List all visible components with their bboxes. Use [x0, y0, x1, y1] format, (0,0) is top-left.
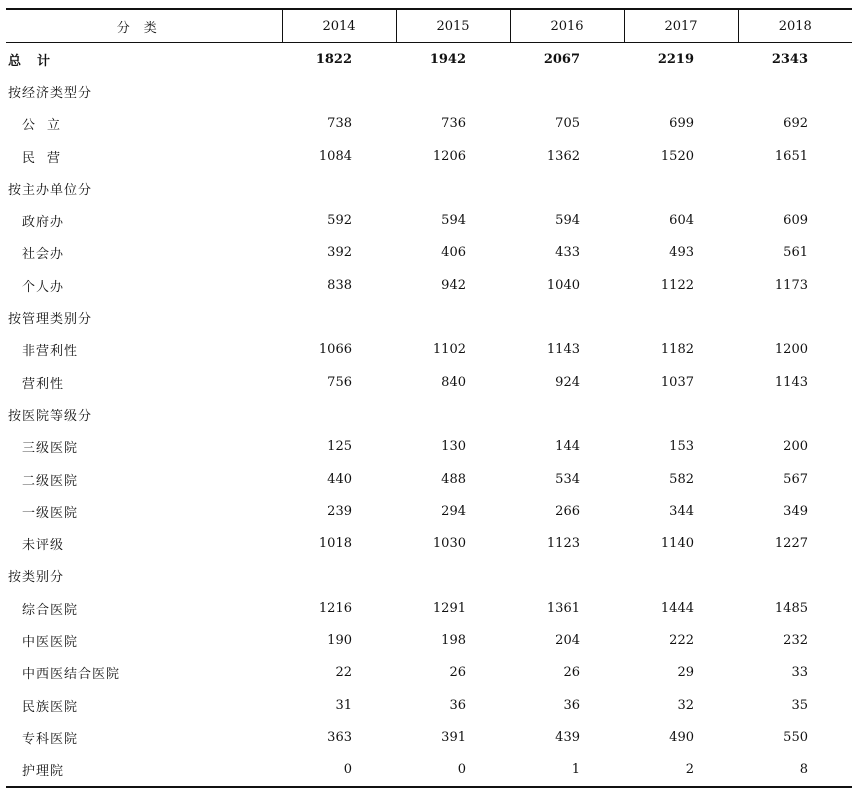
cell-value: 592 [327, 213, 352, 229]
cell-value: 222 [669, 632, 694, 648]
cell-value: 406 [441, 245, 466, 261]
cell-value: 0 [282, 754, 396, 787]
cell-value: 1651 [774, 148, 808, 164]
cell-value: 26 [449, 665, 466, 681]
cell-value: 1227 [774, 536, 808, 552]
cell-value: 266 [555, 503, 580, 519]
cell-value: 144 [555, 439, 580, 455]
cell-value: 1084 [318, 148, 352, 164]
section-title: 按类别分 [8, 570, 65, 586]
total-value: 2067 [543, 51, 580, 67]
cell-value: 1030 [432, 536, 466, 552]
row-label: 护理院 [6, 754, 282, 787]
header-year: 2014 [282, 9, 396, 43]
cell-value: 692 [783, 116, 808, 132]
table-row [6, 689, 852, 721]
row-label: 民族医院 [22, 699, 79, 715]
cell-value: 198 [441, 632, 466, 648]
cell-value: 567 [783, 471, 808, 487]
cell-value: 33 [791, 665, 808, 681]
total-row [6, 43, 852, 76]
cell-value: 433 [555, 245, 580, 261]
total-label: 总计 [8, 53, 67, 69]
cell-value: 440 [327, 471, 352, 487]
section-heading-row [6, 560, 852, 592]
cell-value: 1018 [318, 536, 352, 552]
cell-value: 838 [327, 277, 352, 293]
row-label: 综合医院 [22, 602, 79, 618]
cell-value: 439 [555, 729, 580, 745]
cell-value: 1361 [546, 600, 580, 616]
cell-value: 756 [327, 374, 352, 390]
cell-value: 1173 [774, 277, 808, 293]
cell-value: 534 [555, 471, 580, 487]
row-label: 政府办 [22, 215, 65, 231]
cell-value: 738 [327, 116, 352, 132]
cell-value: 1037 [660, 374, 694, 390]
cell-value: 604 [669, 213, 694, 229]
cell-value: 1206 [432, 148, 466, 164]
table-row [6, 721, 852, 753]
cell-value: 125 [327, 439, 352, 455]
cell-value: 36 [563, 697, 580, 713]
header-category: 分类 [6, 9, 282, 43]
cell-value: 1143 [774, 374, 808, 390]
table-row [6, 592, 852, 624]
cell-value: 153 [669, 439, 694, 455]
cell-value: 1123 [546, 536, 580, 552]
header-year: 2016 [510, 9, 624, 43]
cell-value: 22 [335, 665, 352, 681]
header-row [6, 9, 852, 43]
cell-value: 1362 [546, 148, 580, 164]
cell-value: 1200 [774, 342, 808, 358]
cell-value: 1122 [660, 277, 694, 293]
cell-value: 1040 [546, 277, 580, 293]
total-value: 2343 [771, 51, 808, 67]
table-row [6, 140, 852, 172]
section-heading-row [6, 172, 852, 204]
row-label: 二级医院 [22, 473, 79, 489]
table-row [6, 657, 852, 689]
cell-value: 488 [441, 471, 466, 487]
cell-value: 35 [791, 697, 808, 713]
cell-value: 2 [624, 754, 738, 787]
section-heading-row [6, 301, 852, 333]
row-label: 中医医院 [22, 634, 79, 650]
table-row [6, 431, 852, 463]
table-row [6, 754, 852, 787]
cell-value: 32 [677, 697, 694, 713]
cell-value: 594 [441, 213, 466, 229]
cell-value: 29 [677, 665, 694, 681]
section-title: 按管理类别分 [8, 312, 93, 328]
header-year: 2015 [396, 9, 510, 43]
cell-value: 294 [441, 503, 466, 519]
section-title: 按主办单位分 [8, 182, 93, 198]
cell-value: 582 [669, 471, 694, 487]
table-header [6, 9, 852, 43]
cell-value: 349 [783, 503, 808, 519]
table-row [6, 495, 852, 527]
cell-value: 561 [783, 245, 808, 261]
table-row [6, 463, 852, 495]
cell-value: 1143 [546, 342, 580, 358]
row-label: 非营利性 [22, 344, 79, 360]
cell-value: 130 [441, 439, 466, 455]
table-row [6, 204, 852, 236]
row-label: 三级医院 [22, 441, 79, 457]
cell-value: 493 [669, 245, 694, 261]
row-label: 中西医结合医院 [22, 667, 121, 683]
cell-value: 490 [669, 729, 694, 745]
cell-value: 840 [441, 374, 466, 390]
table-row [6, 527, 852, 559]
cell-value: 344 [669, 503, 694, 519]
cell-value: 1444 [660, 600, 694, 616]
cell-value: 1066 [318, 342, 352, 358]
cell-value: 1485 [774, 600, 808, 616]
row-label: 营利性 [22, 376, 65, 392]
cell-value: 1182 [660, 342, 694, 358]
cell-value: 391 [441, 729, 466, 745]
cell-value: 736 [441, 116, 466, 132]
row-label: 专科医院 [22, 731, 79, 747]
table-row [6, 334, 852, 366]
cell-value: 550 [783, 729, 808, 745]
row-label: 个人办 [22, 279, 65, 295]
cell-value: 204 [555, 632, 580, 648]
cell-value: 232 [783, 632, 808, 648]
table-row [6, 624, 852, 656]
cell-value: 26 [563, 665, 580, 681]
row-label: 公立 [22, 118, 73, 134]
cell-value: 239 [327, 503, 352, 519]
cell-value: 1102 [432, 342, 466, 358]
cell-value: 200 [783, 439, 808, 455]
header-year: 2017 [624, 9, 738, 43]
row-label: 民营 [22, 150, 73, 166]
statistics-table [6, 8, 852, 788]
cell-value: 363 [327, 729, 352, 745]
cell-value: 8 [738, 754, 852, 787]
cell-value: 1140 [660, 536, 694, 552]
cell-value: 36 [449, 697, 466, 713]
table-row [6, 237, 852, 269]
cell-value: 1216 [318, 600, 352, 616]
table-row [6, 108, 852, 140]
table-row [6, 269, 852, 301]
cell-value: 392 [327, 245, 352, 261]
row-label: 一级医院 [22, 505, 79, 521]
cell-value: 924 [555, 374, 580, 390]
cell-value: 705 [555, 116, 580, 132]
row-label: 未评级 [22, 538, 65, 554]
section-heading-row [6, 398, 852, 430]
row-label: 社会办 [22, 247, 65, 263]
cell-value: 594 [555, 213, 580, 229]
cell-value: 699 [669, 116, 694, 132]
cell-value: 609 [783, 213, 808, 229]
cell-value: 1520 [660, 148, 694, 164]
table-row [6, 366, 852, 398]
table-body [6, 43, 852, 787]
cell-value: 1291 [432, 600, 466, 616]
cell-value: 0 [396, 754, 510, 787]
cell-value: 190 [327, 632, 352, 648]
total-value: 1942 [429, 51, 466, 67]
cell-value: 1 [510, 754, 624, 787]
cell-value: 31 [335, 697, 352, 713]
cell-value: 942 [441, 277, 466, 293]
section-title: 按医院等级分 [8, 408, 93, 424]
section-title: 按经济类型分 [8, 85, 93, 101]
total-value: 2219 [657, 51, 694, 67]
total-value: 1822 [315, 51, 352, 67]
header-year: 2018 [738, 9, 852, 43]
section-heading-row [6, 75, 852, 107]
